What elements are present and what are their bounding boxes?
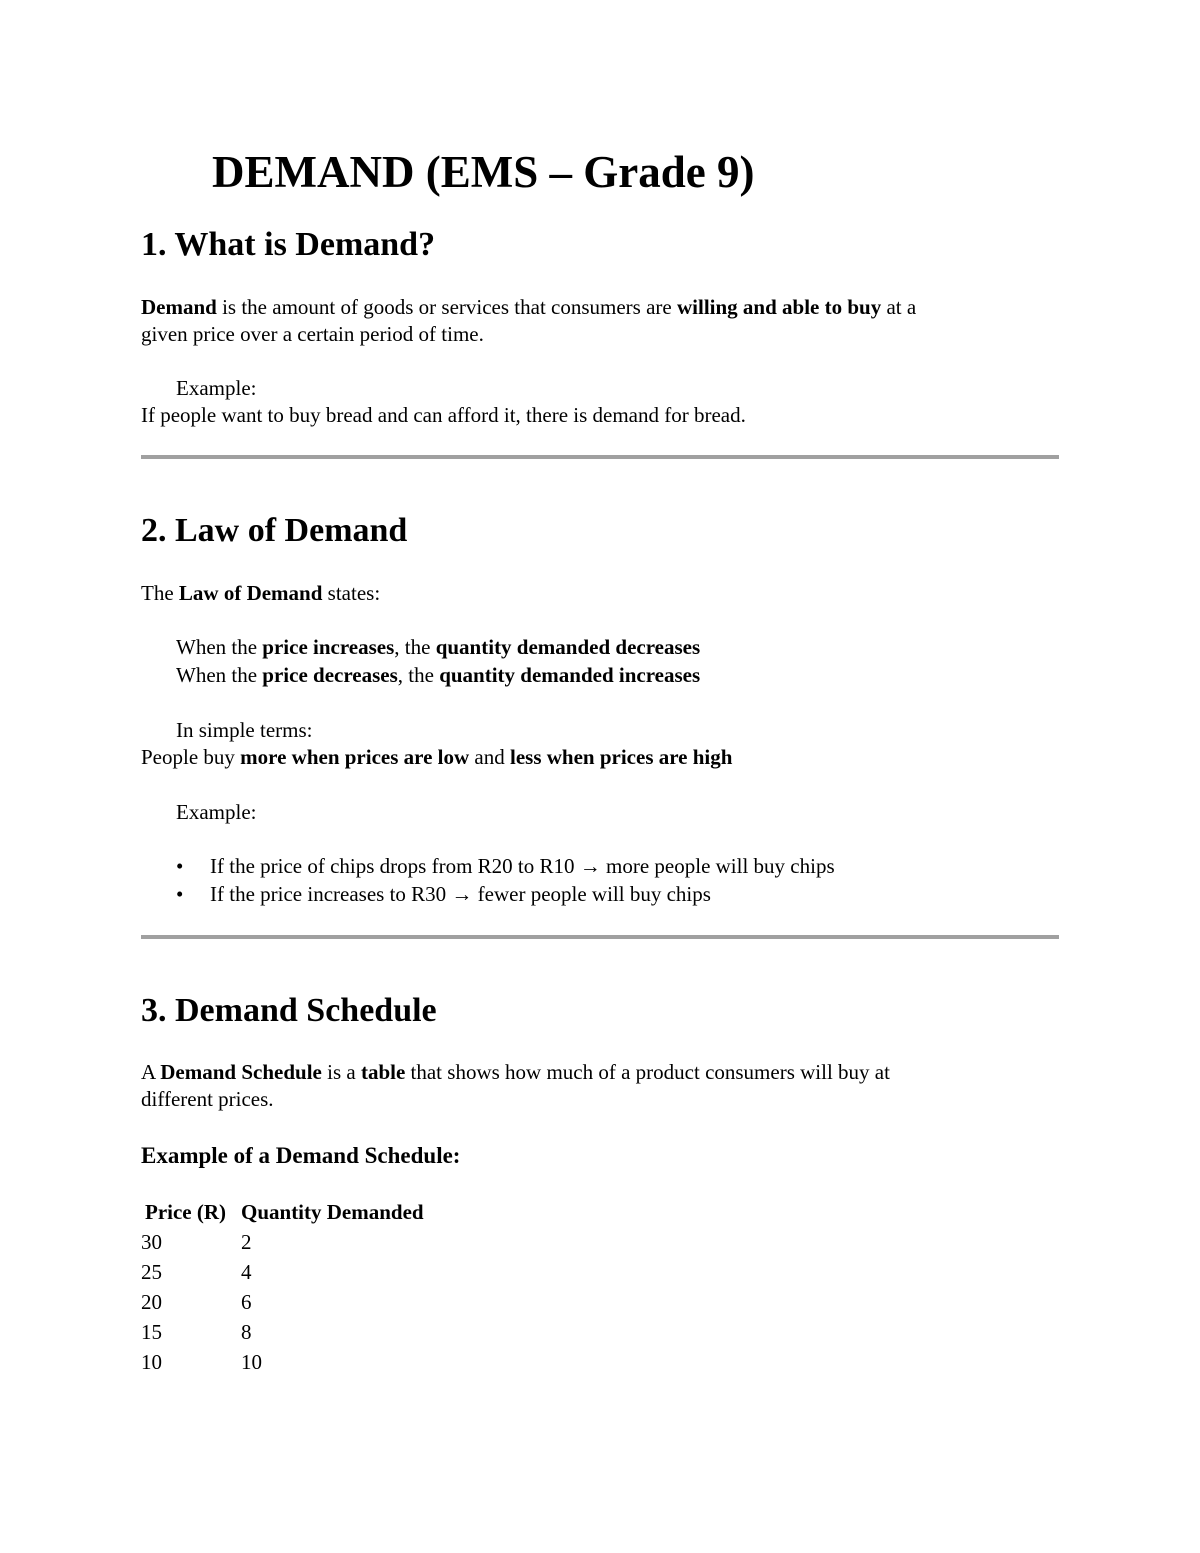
section-1-example-label: Example: — [176, 376, 257, 400]
quantity-cell: 6 — [241, 1290, 252, 1314]
price-cell: 10 — [141, 1350, 162, 1374]
text-segment: is a — [321, 1060, 361, 1084]
term-demand: Demand — [141, 295, 217, 319]
text-segment: is the amount of goods or services that consumers are — [216, 295, 677, 319]
term-willing-able: willing and able to buy — [676, 295, 882, 319]
term-price-decreases: price decreases — [262, 663, 398, 687]
bullet-icon: • — [176, 854, 184, 878]
simple-terms-text — [141, 744, 732, 771]
section-1-paragraph-line-2: given price over a certain period of time. — [141, 322, 484, 346]
text-segment: , the — [394, 635, 436, 659]
horizontal-divider — [141, 455, 1059, 459]
table-header-row — [141, 1200, 424, 1230]
bullet-text: If the price increases to R30 → fewer people will buy chips — [210, 882, 711, 906]
simple-terms-label: In simple terms: — [176, 718, 313, 742]
table-row — [141, 1230, 424, 1260]
text-segment: People buy — [141, 745, 241, 769]
term-table: table — [360, 1060, 406, 1084]
law-of-demand-intro — [141, 580, 380, 607]
section-1-heading: 1. What is Demand? — [141, 226, 436, 263]
term-demand-schedule: Demand Schedule — [160, 1060, 322, 1084]
term-law-of-demand: Law of Demand — [178, 581, 323, 605]
table-row — [141, 1260, 424, 1290]
horizontal-divider — [141, 935, 1059, 939]
column-header-quantity: Quantity Demanded — [241, 1200, 424, 1224]
section-3-paragraph-line-2: different prices. — [141, 1087, 274, 1111]
text-segment: The — [141, 581, 179, 605]
price-cell: 25 — [141, 1260, 162, 1284]
bullet-text: If the price of chips drops from R20 to R10 → more people will buy chips — [210, 854, 835, 878]
quantity-cell: 4 — [241, 1260, 252, 1284]
text-segment: states: — [322, 581, 381, 605]
bullet-icon: • — [176, 882, 184, 906]
term-quantity-decreases: quantity demanded decreases — [435, 635, 701, 659]
example-bullet-list — [176, 852, 835, 908]
list-item — [176, 880, 835, 908]
text-segment: that shows how much of a product consumers will buy at — [405, 1060, 890, 1084]
section-2-example-label: Example: — [176, 800, 257, 824]
column-header-price: Price (R) — [145, 1200, 227, 1224]
table-row — [141, 1350, 424, 1380]
price-cell: 20 — [141, 1290, 162, 1314]
term-price-increases: price increases — [262, 635, 395, 659]
price-cell: 15 — [141, 1320, 162, 1344]
text-segment: at a — [881, 295, 917, 319]
text-segment: When the — [176, 663, 263, 687]
law-rule-2 — [176, 662, 700, 689]
section-2-heading: 2. Law of Demand — [141, 512, 408, 549]
table-row — [141, 1320, 424, 1350]
term-more-when-low: more when prices are low — [240, 745, 470, 769]
section-3-paragraph-line-1 — [141, 1059, 890, 1086]
term-less-when-high: less when prices are high — [510, 745, 733, 769]
term-quantity-increases: quantity demanded increases — [439, 663, 701, 687]
text-segment: , the — [397, 663, 440, 687]
quantity-cell: 10 — [241, 1350, 262, 1374]
table-row — [141, 1290, 424, 1320]
section-1-example-text: If people want to buy bread and can afford it, there is demand for bread. — [141, 403, 746, 427]
document-title: DEMAND (EMS – Grade 9) — [212, 147, 755, 197]
demand-schedule-subheading: Example of a Demand Schedule: — [141, 1143, 461, 1168]
list-item — [176, 852, 835, 880]
text-segment: A — [141, 1060, 161, 1084]
section-3-heading: 3. Demand Schedule — [141, 992, 437, 1029]
quantity-cell: 2 — [241, 1230, 252, 1254]
quantity-cell: 8 — [241, 1320, 252, 1344]
text-segment: When the — [176, 635, 263, 659]
price-cell: 30 — [141, 1230, 162, 1254]
text-segment: and — [469, 745, 510, 769]
law-rule-1 — [176, 634, 700, 661]
section-1-paragraph-line-1 — [141, 294, 916, 321]
demand-schedule-table — [141, 1200, 424, 1380]
